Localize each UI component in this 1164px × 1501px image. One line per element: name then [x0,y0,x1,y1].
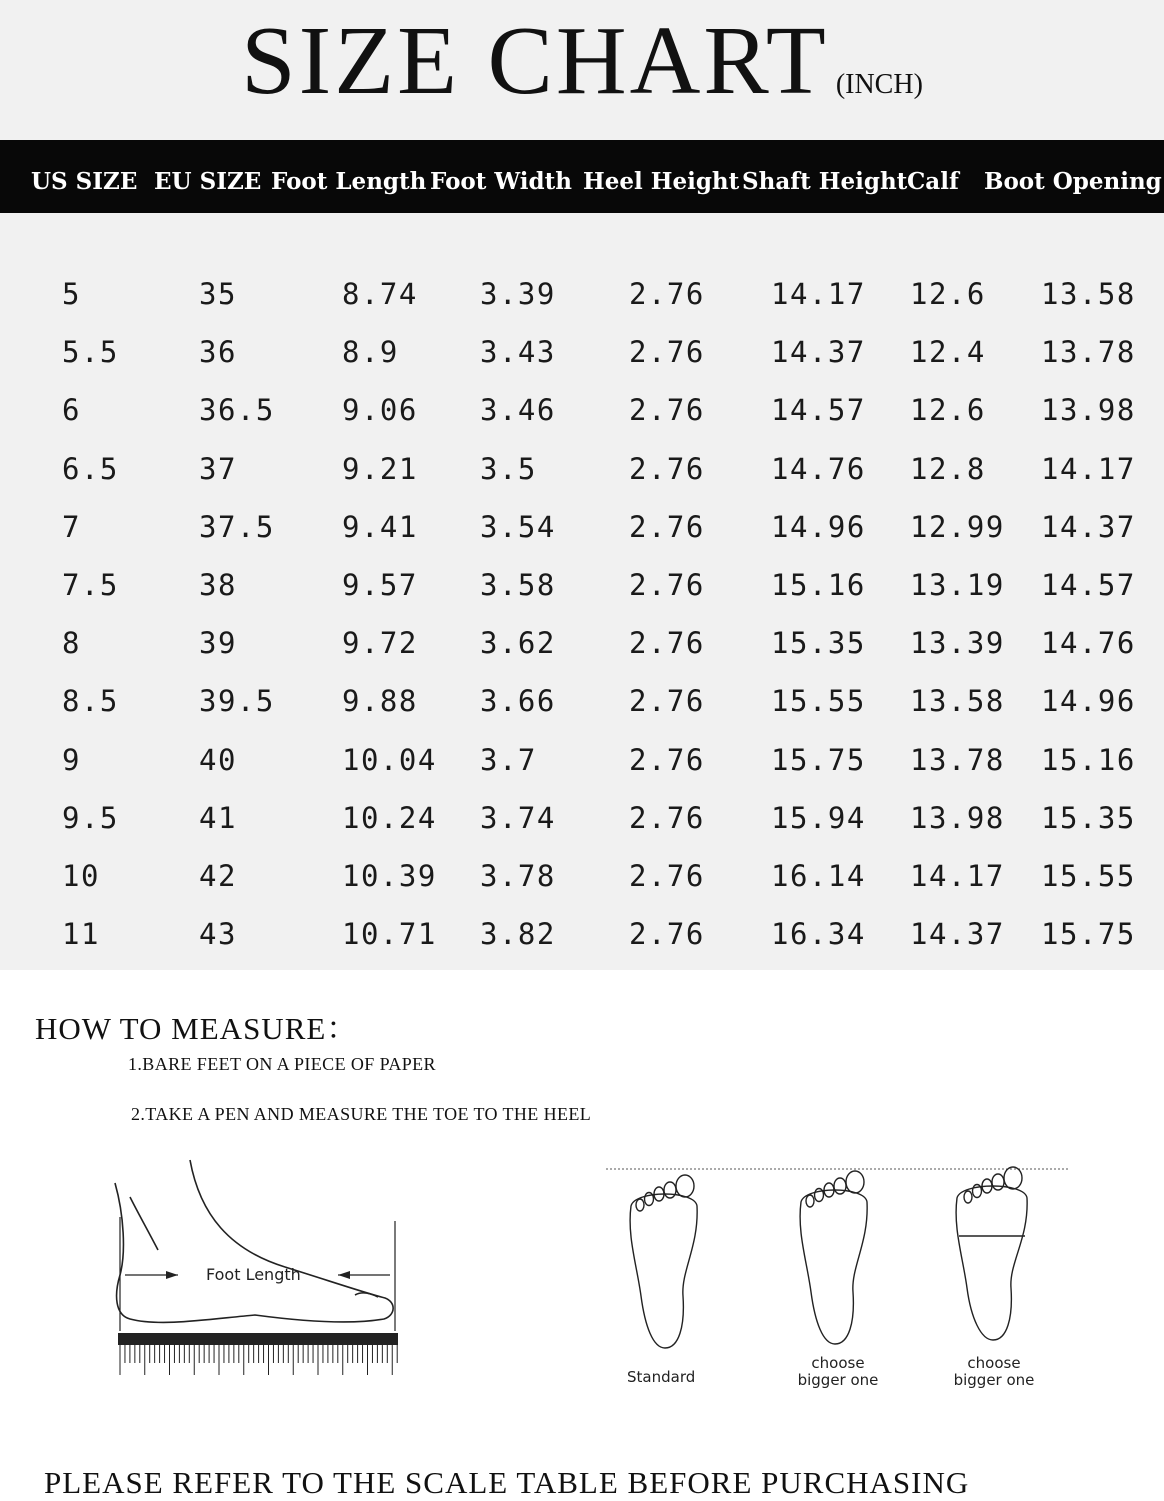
table-row [0,672,1164,730]
title-main: SIZE CHART [241,7,829,115]
cell-calf: 12.6 [910,393,986,428]
cell-shaft-height: 14.76 [771,451,866,486]
foot-outline [800,1190,867,1344]
cell-heel-height: 2.76 [629,684,705,719]
title-unit: (INCH) [835,69,923,100]
cell-calf: 13.58 [910,684,1005,719]
cell-shaft-height: 15.55 [771,684,866,719]
toe [815,1189,824,1202]
ruler [118,1333,398,1345]
column-header-us-size: US SIZE [31,168,138,195]
cell-foot-length: 10.71 [342,917,437,952]
table-row [0,381,1164,439]
cell-heel-height: 2.76 [629,509,705,544]
cell-calf: 12.8 [910,451,986,486]
cell-heel-height: 2.76 [629,917,705,952]
cell-us-size: 8 [62,626,81,661]
toe [973,1185,982,1198]
cell-foot-width: 3.58 [480,568,556,602]
cell-foot-length: 9.06 [342,393,418,428]
cell-boot-opening: 14.17 [1041,451,1136,486]
toe [846,1171,864,1193]
cell-boot-opening: 15.75 [1041,917,1136,952]
cell-calf: 14.17 [910,859,1005,893]
cell-shaft-height: 15.75 [771,742,866,777]
cell-us-size: 9.5 [62,800,119,835]
cell-us-size: 5.5 [62,335,119,370]
cell-foot-width: 3.82 [480,917,556,952]
cell-foot-width: 3.46 [480,393,556,428]
toe [806,1195,814,1207]
cell-us-size: 7.5 [62,568,119,602]
cell-shaft-height: 14.96 [771,509,866,544]
cell-eu-size: 37 [199,451,237,486]
cell-foot-length: 9.88 [342,684,418,719]
foot-length-label: Foot Length [206,1265,301,1284]
cell-calf: 13.78 [910,742,1005,777]
foot-outline [956,1186,1027,1340]
column-header-calf: Calf [907,168,959,195]
cell-heel-height: 2.76 [629,451,705,486]
cell-eu-size: 39.5 [199,684,275,719]
cell-us-size: 6 [62,393,81,428]
cell-foot-width: 3.78 [480,859,556,893]
cell-foot-width: 3.54 [480,509,556,544]
cell-foot-width: 3.74 [480,800,556,835]
toe [636,1199,644,1211]
cell-foot-width: 3.62 [480,626,556,661]
cell-us-size: 11 [62,917,100,952]
cell-boot-opening: 14.37 [1041,509,1136,544]
cell-boot-opening: 13.78 [1041,335,1136,370]
cell-foot-length: 10.04 [342,742,437,777]
cell-heel-height: 2.76 [629,335,705,370]
table-row [0,498,1164,556]
cell-heel-height: 2.76 [629,859,705,893]
cell-shaft-height: 15.16 [771,568,866,602]
cell-foot-length: 9.57 [342,568,418,602]
cell-foot-length: 8.9 [342,335,399,370]
label-bigger-2: choose bigger one [953,1354,1035,1389]
foot-comparison-illustration [600,1160,1080,1400]
table-row [0,556,1164,614]
column-header-heel-height: Heel Height [583,168,740,195]
cell-eu-size: 43 [199,917,237,952]
cell-eu-size: 39 [199,626,237,661]
cell-eu-size: 36.5 [199,393,275,428]
cell-foot-width: 3.66 [480,684,556,719]
cell-shaft-height: 14.37 [771,335,866,370]
table-row [0,614,1164,672]
column-header-foot-length: Foot Length [271,168,427,195]
cell-boot-opening: 13.98 [1041,393,1136,428]
cell-heel-height: 2.76 [629,277,705,311]
cell-eu-size: 41 [199,800,237,835]
toe [992,1174,1004,1190]
how-to-measure-title: HOW TO MEASURE： [35,1011,359,1046]
table-row [0,265,1164,323]
table-row [0,731,1164,789]
foot-measure-illustration [100,1155,410,1385]
cell-boot-opening: 15.35 [1041,800,1136,835]
cell-calf: 13.19 [910,568,1005,602]
table-row [0,905,1164,963]
cell-eu-size: 42 [199,859,237,893]
table-row [0,440,1164,498]
cell-calf: 13.98 [910,800,1005,835]
table-row [0,847,1164,905]
toe [964,1191,972,1203]
cell-foot-length: 10.24 [342,800,437,835]
cell-foot-width: 3.39 [480,277,556,311]
column-header-eu-size: EU SIZE [154,168,262,195]
measure-step-2: 2.TAKE A PEN AND MEASURE THE TOE TO THE HEEL [131,1104,592,1124]
cell-foot-width: 3.5 [480,451,537,486]
cell-eu-size: 36 [199,335,237,370]
cell-foot-width: 3.7 [480,742,537,777]
cell-foot-length: 8.74 [342,277,418,311]
cell-shaft-height: 14.57 [771,393,866,428]
cell-foot-length: 9.21 [342,451,418,486]
cell-us-size: 6.5 [62,451,119,486]
cell-boot-opening: 15.16 [1041,742,1136,777]
toe [676,1175,694,1197]
label-standard: Standard [627,1368,696,1386]
cell-foot-length: 9.72 [342,626,418,661]
cell-heel-height: 2.76 [629,568,705,602]
column-header-shaft-height: Shaft Height [742,168,908,195]
toe [834,1178,846,1194]
cell-eu-size: 37.5 [199,509,275,544]
cell-shaft-height: 14.17 [771,277,866,311]
cell-boot-opening: 14.57 [1041,568,1136,602]
table-row [0,323,1164,381]
cell-boot-opening: 14.76 [1041,626,1136,661]
cell-us-size: 7 [62,509,81,544]
cell-boot-opening: 15.55 [1041,859,1136,893]
cell-shaft-height: 15.94 [771,800,866,835]
cell-us-size: 5 [62,277,81,311]
cell-eu-size: 40 [199,742,237,777]
toe [645,1193,654,1206]
cell-heel-height: 2.76 [629,626,705,661]
column-header-foot-width: Foot Width [430,168,572,195]
cell-heel-height: 2.76 [629,393,705,428]
cell-shaft-height: 16.14 [771,859,866,893]
cell-heel-height: 2.76 [629,742,705,777]
toe [664,1182,676,1198]
cell-heel-height: 2.76 [629,800,705,835]
cell-boot-opening: 14.96 [1041,684,1136,719]
cell-foot-width: 3.43 [480,335,556,370]
measure-step-1: 1.BARE FEET ON A PIECE OF PAPER [128,1054,436,1074]
cell-us-size: 8.5 [62,684,119,719]
cell-calf: 12.4 [910,335,986,370]
cell-eu-size: 35 [199,277,237,311]
cell-calf: 14.37 [910,917,1005,952]
cell-us-size: 10 [62,859,100,893]
column-header-boot-opening: Boot Opening [984,168,1162,195]
cell-foot-length: 10.39 [342,859,437,893]
cell-foot-length: 9.41 [342,509,418,544]
cell-shaft-height: 16.34 [771,917,866,952]
label-bigger-1: choose bigger one [797,1354,879,1389]
toe [1004,1167,1022,1189]
cell-eu-size: 38 [199,568,237,602]
foot-outline [630,1194,697,1348]
table-row [0,789,1164,847]
cell-calf: 12.6 [910,277,986,311]
cell-shaft-height: 15.35 [771,626,866,661]
footer-note: PLEASE REFER TO THE SCALE TABLE BEFORE PURCHASING [44,1465,970,1500]
cell-calf: 12.99 [910,509,1005,544]
table-header [0,140,1164,213]
cell-calf: 13.39 [910,626,1005,661]
cell-boot-opening: 13.58 [1041,277,1136,311]
page-title [0,6,1164,116]
cell-us-size: 9 [62,742,81,777]
